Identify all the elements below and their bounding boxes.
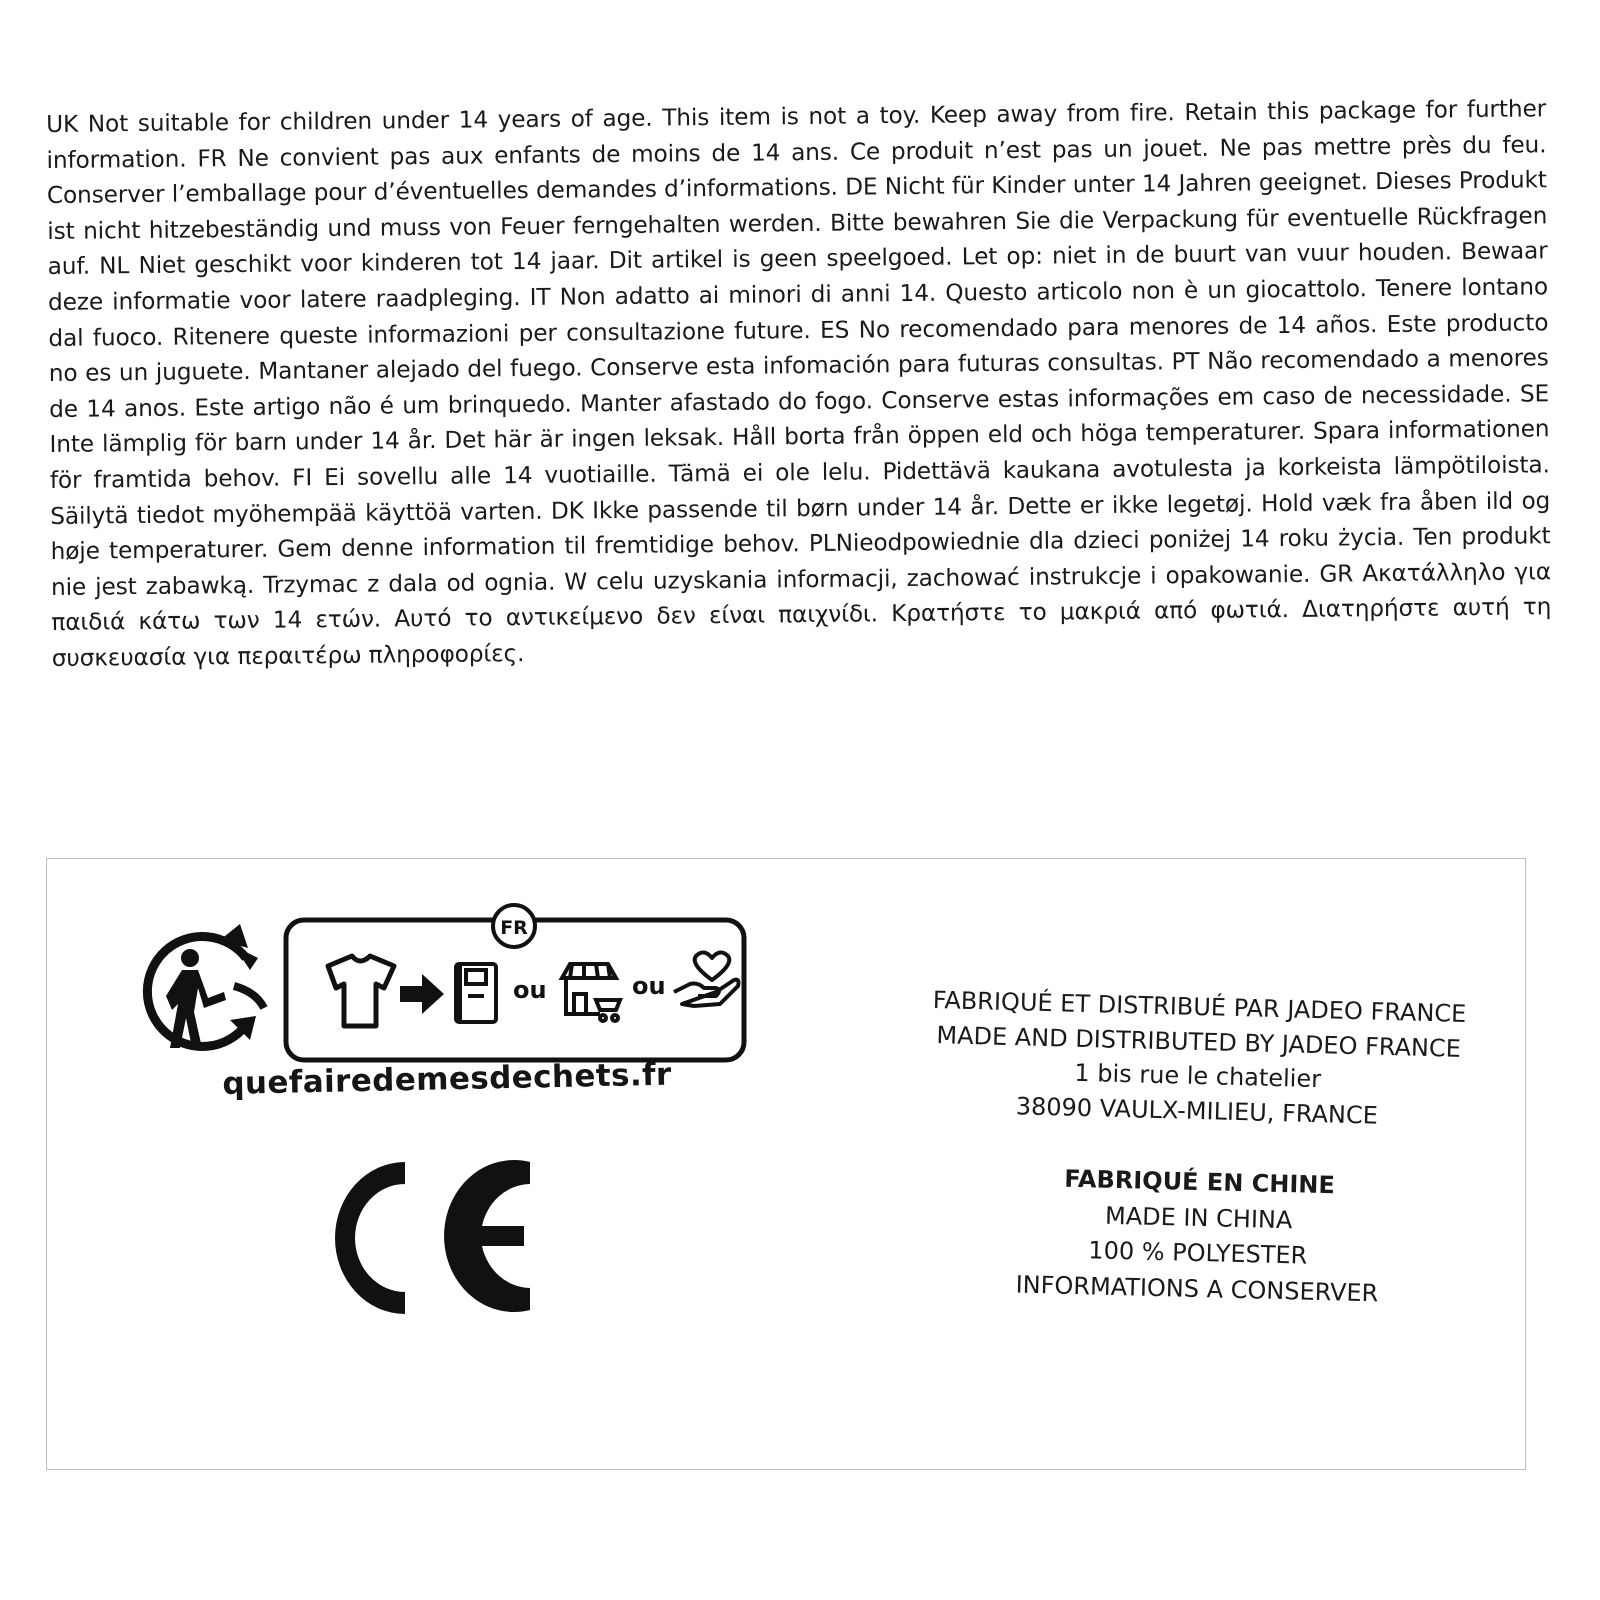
- tshirt-icon: [328, 956, 394, 1026]
- collection-bin-icon: [456, 964, 496, 1022]
- triman-logo: [138, 900, 758, 1070]
- svg-text:FR: FR: [500, 917, 528, 939]
- origin-line-fr: FABRIQUÉ EN CHINE: [1064, 1164, 1336, 1200]
- ce-mark: [300, 1150, 550, 1320]
- ce-mark-graphic: [300, 1150, 550, 1320]
- fr-badge: [493, 905, 535, 947]
- safety-warning-text: UK Not suitable for children under 14 years of age. This item is not a toy. Keep away from fire. Retain this package for further information. FR Ne convient pas aux enfants de moins de 14 ans. Ce produit n’est pas un jouet. Ne pas mettre près du feu. Conserver l’emballage pour d’éventuelles demandes d’informations. DE Nicht für Kinder unter 14 Jahren geeignet. Dieses Produkt ist nicht hitzebeständig und muss von Feuer ferngehalten werden. Bitte bewahren Sie die Verpackung für eventuelle Rückfragen auf. NL Niet geschikt voor kinderen tot 14 jaar. Dit artikel is geen speelgoed. Let op: niet in de buurt van vuur houden. Bewaar deze informatie voor latere raadpleging. IT Non adatto ai minori di anni 14. Questo articolo non è un giocattolo. Tenere lontano dal fuoco. Ritenere queste informazioni per consultazione future. ES No recomendado para menores de 14 años. Este producto no es un juguete. Mantaner alejado del fuego. Conserve esta infomación para futuras consultas. PT Não recomendado a menores de 14 anos. Este artigo não é um brinquedo. Manter afastado do fogo. Conserve estas informações em caso de necessidade. SE Inte lämplig för barn under 14 år. Det här är ingen leksak. Håll borta från öppen eld och höga temperaturer. Spara informationen för framtida behov. FI Ei sovellu alle 14 vuotiaille. Tämä ei ole lelu. Pidettävä kaukana avotulesta ja korkeista lämpötiloista. Säilytä tiedot myöhempää käyttöä varten. DK Ikke passende til børn under 14 år. Dette er ikke legetøj. Hold væk fra åben ild og høje temperaturer. Gem denne information til fremtidige behov. PLNieodpowiednie dla dzieci poniżej 14 roku życia. Ten produkt nie jest zabawką. Trzymac z dala od ognia. W celu uzyskania informacji, zachować instrukcje i opakowanie. GR Ακατάλληλο για παιδιά κάτω των 14 ετών. Αυτό το αντικείμενο δεν είναι παιχνίδι. Κρατήστε το μακριά από φωτιά. Διατηρήστε αυτή τη συσκευασία για περαιτέρω πληροφορίες.: [46, 95, 1552, 673]
- manufacturer-street: 1 bis rue le chatelier: [1074, 1058, 1322, 1094]
- separator-ou-1: ou: [513, 976, 547, 1004]
- keep-info-line: INFORMATIONS A CONSERVER: [1015, 1270, 1379, 1307]
- shop-cart-icon: [562, 964, 620, 1021]
- hand-heart-icon: [674, 952, 739, 1006]
- arrow-right-icon: [400, 974, 444, 1014]
- manufacturer-city: 38090 VAULX-MILIEU, FRANCE: [1015, 1091, 1379, 1130]
- material-line: 100 % POLYESTER: [1088, 1236, 1308, 1270]
- recycling-person-icon: [147, 924, 264, 1048]
- manufacturer-info: [896, 982, 1499, 1136]
- origin-info: [897, 1158, 1500, 1315]
- triman-logo-graphic: [138, 900, 758, 1070]
- website-link: quefairedemesdechets.fr: [222, 1056, 672, 1102]
- separator-ou-2: ou: [632, 972, 666, 1000]
- manufacturer-line-en: MADE AND DISTRIBUTED BY JADEO FRANCE: [936, 1020, 1462, 1063]
- origin-line-en: MADE IN CHINA: [1104, 1201, 1293, 1234]
- manufacturer-line-fr: FABRIQUÉ ET DISTRIBUÉ PAR JADEO FRANCE: [932, 986, 1467, 1028]
